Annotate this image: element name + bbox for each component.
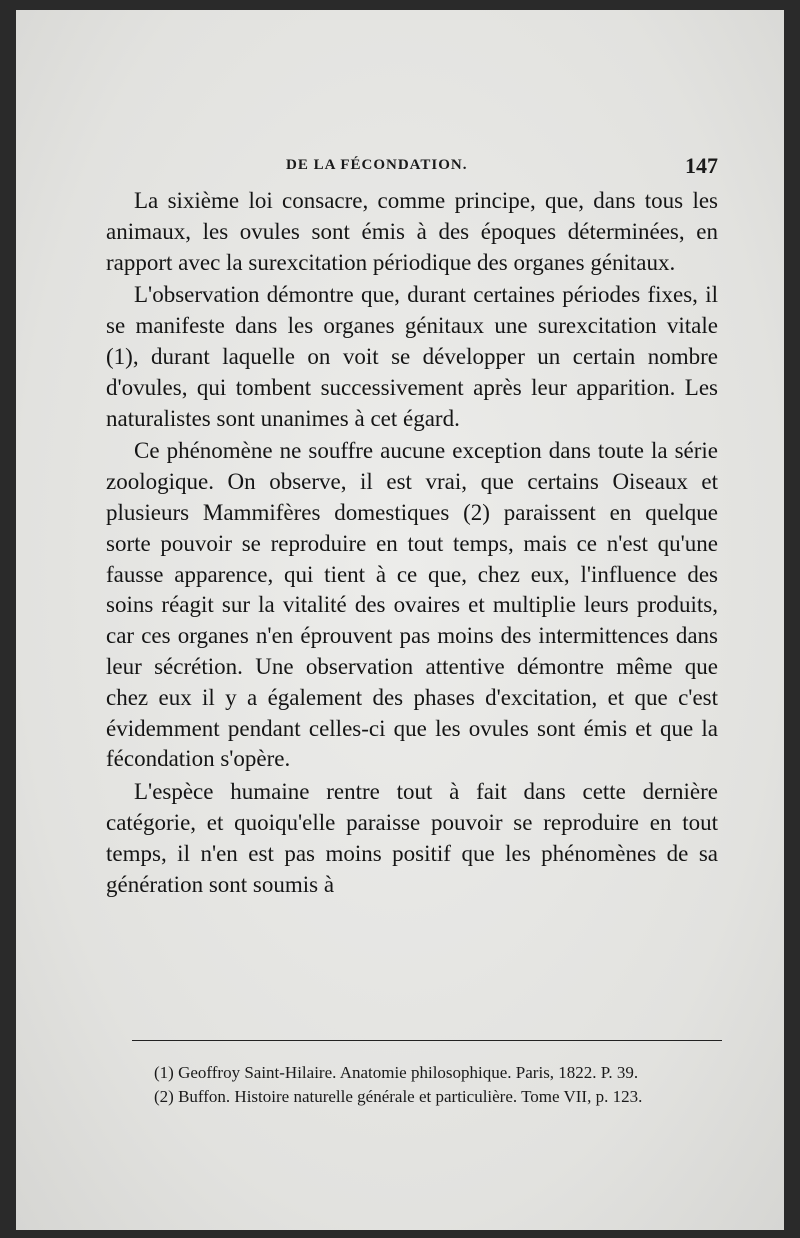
body-text <box>106 186 718 902</box>
page-header <box>106 153 718 183</box>
paragraph-2: L'observation démontre que, durant certaines périodes fixes, il se manifeste dans les organes génitaux une surexcitation vitale (1), durant laquelle on voit se développer un certain nombre d'ovules, qui tombent successivement après leur apparition. Les naturalistes sont unanimes à cet égard. <box>106 282 718 431</box>
paragraph-4: L'espèce humaine rentre tout à fait dans cette dernière catégorie, et quoiqu'elle paraisse pouvoir se reproduire en tout temps, il n'en est pas moins positif que les phénomènes de sa génération sont soumis à <box>106 779 718 897</box>
book-page <box>16 10 784 1230</box>
footnote-rule <box>132 1040 722 1041</box>
footnote-2: (2) Buffon. Histoire naturelle générale et particulière. Tome VII, p. 123. <box>154 1087 643 1106</box>
footnotes <box>130 1062 724 1110</box>
paragraph-1: La sixième loi consacre, comme principe, que, dans tous les animaux, les ovules sont émis à des époques déterminées, en rapport avec la surexcitation périodique des organes génitaux. <box>106 188 718 275</box>
footnote-1: (1) Geoffroy Saint-Hilaire. Anatomie philosophique. Paris, 1822. P. 39. <box>154 1063 639 1082</box>
paragraph-3: Ce phénomène ne souffre aucune exception dans toute la série zoologique. On observe, il est vrai, que certains Oiseaux et plusieurs Mammifères domestiques (2) paraissent en quelque sorte pouvoir se reproduire en tout temps, mais ce n'est qu'une fausse apparence, qui tient à ce que, chez eux, l'influence des soins réagit sur la vitalité des ovaires et multiplie leurs produits, car ces organes n'en éprouvent pas moins des intermittences dans leur sécrétion. Une observation attentive démontre même que chez eux il y a également des phases d'excitation, et que c'est évidemment pendant celles-ci que les ovules sont émis et que la fécondation s'opère. <box>106 438 718 772</box>
running-title: DE LA FÉCONDATION. <box>286 157 468 173</box>
page-number: 147 <box>685 153 718 178</box>
